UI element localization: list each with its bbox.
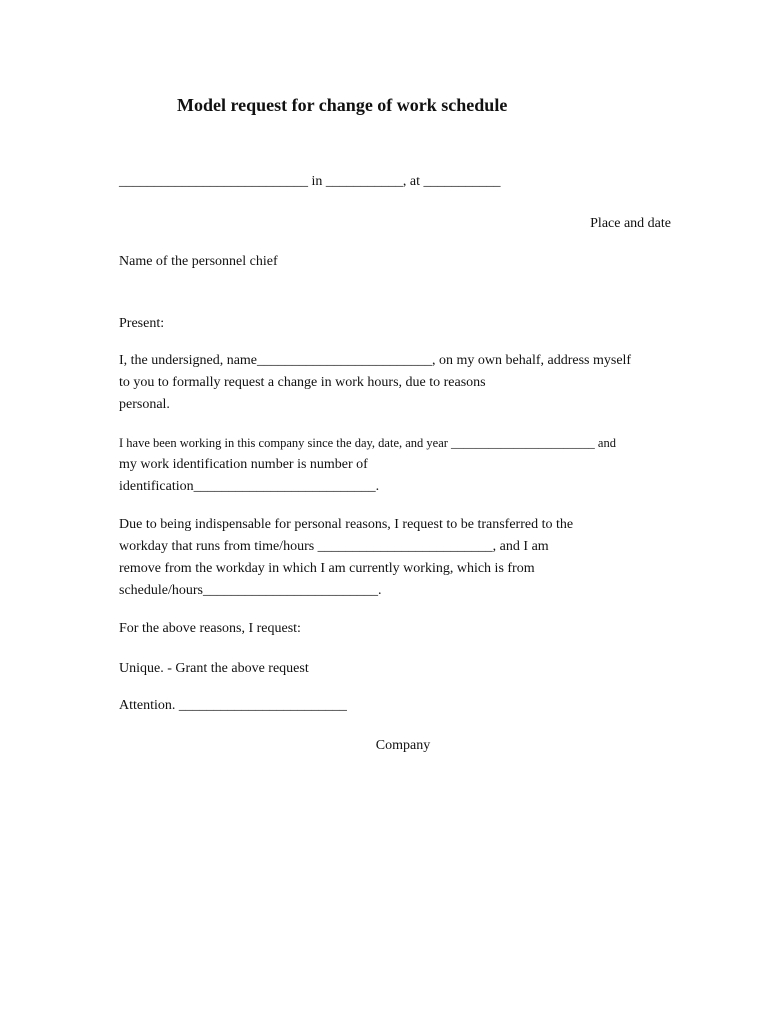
company-label: Company <box>375 738 431 753</box>
paragraph-line: I have been working in this company since the day, date, and year _______________________ and <box>119 436 616 450</box>
request-intro: For the above reasons, I request: <box>119 621 301 636</box>
document-title: Model request for change of work schedule <box>177 95 508 115</box>
personnel-chief-label: Name of the personnel chief <box>119 254 278 269</box>
attention-line: Attention. ________________________ <box>119 698 347 713</box>
paragraph-line: I, the undersigned, name_________________________, on my own behalf, address myself <box>119 353 632 368</box>
place-date-blank-line: ___________________________ in ___________, at ___________ <box>119 174 501 189</box>
paragraph-line: my work identification number is number of <box>119 457 368 472</box>
present-label: Present: <box>119 316 165 331</box>
paragraph-line: personal. <box>119 397 170 412</box>
paragraph-line: schedule/hours_________________________. <box>119 583 382 598</box>
paragraph-line: Due to being indispensable for personal reasons, I request to be transferred to the <box>119 517 574 532</box>
paragraph-line: to you to formally request a change in work hours, due to reasons <box>119 375 486 390</box>
paragraph-line: identification__________________________. <box>119 479 380 494</box>
unique-line: Unique. - Grant the above request <box>119 661 309 676</box>
paragraph-line: remove from the workday in which I am currently working, which is from <box>119 561 535 576</box>
place-and-date-label: Place and date <box>590 216 671 231</box>
paragraph-line: workday that runs from time/hours _________________________, and I am <box>119 539 549 554</box>
